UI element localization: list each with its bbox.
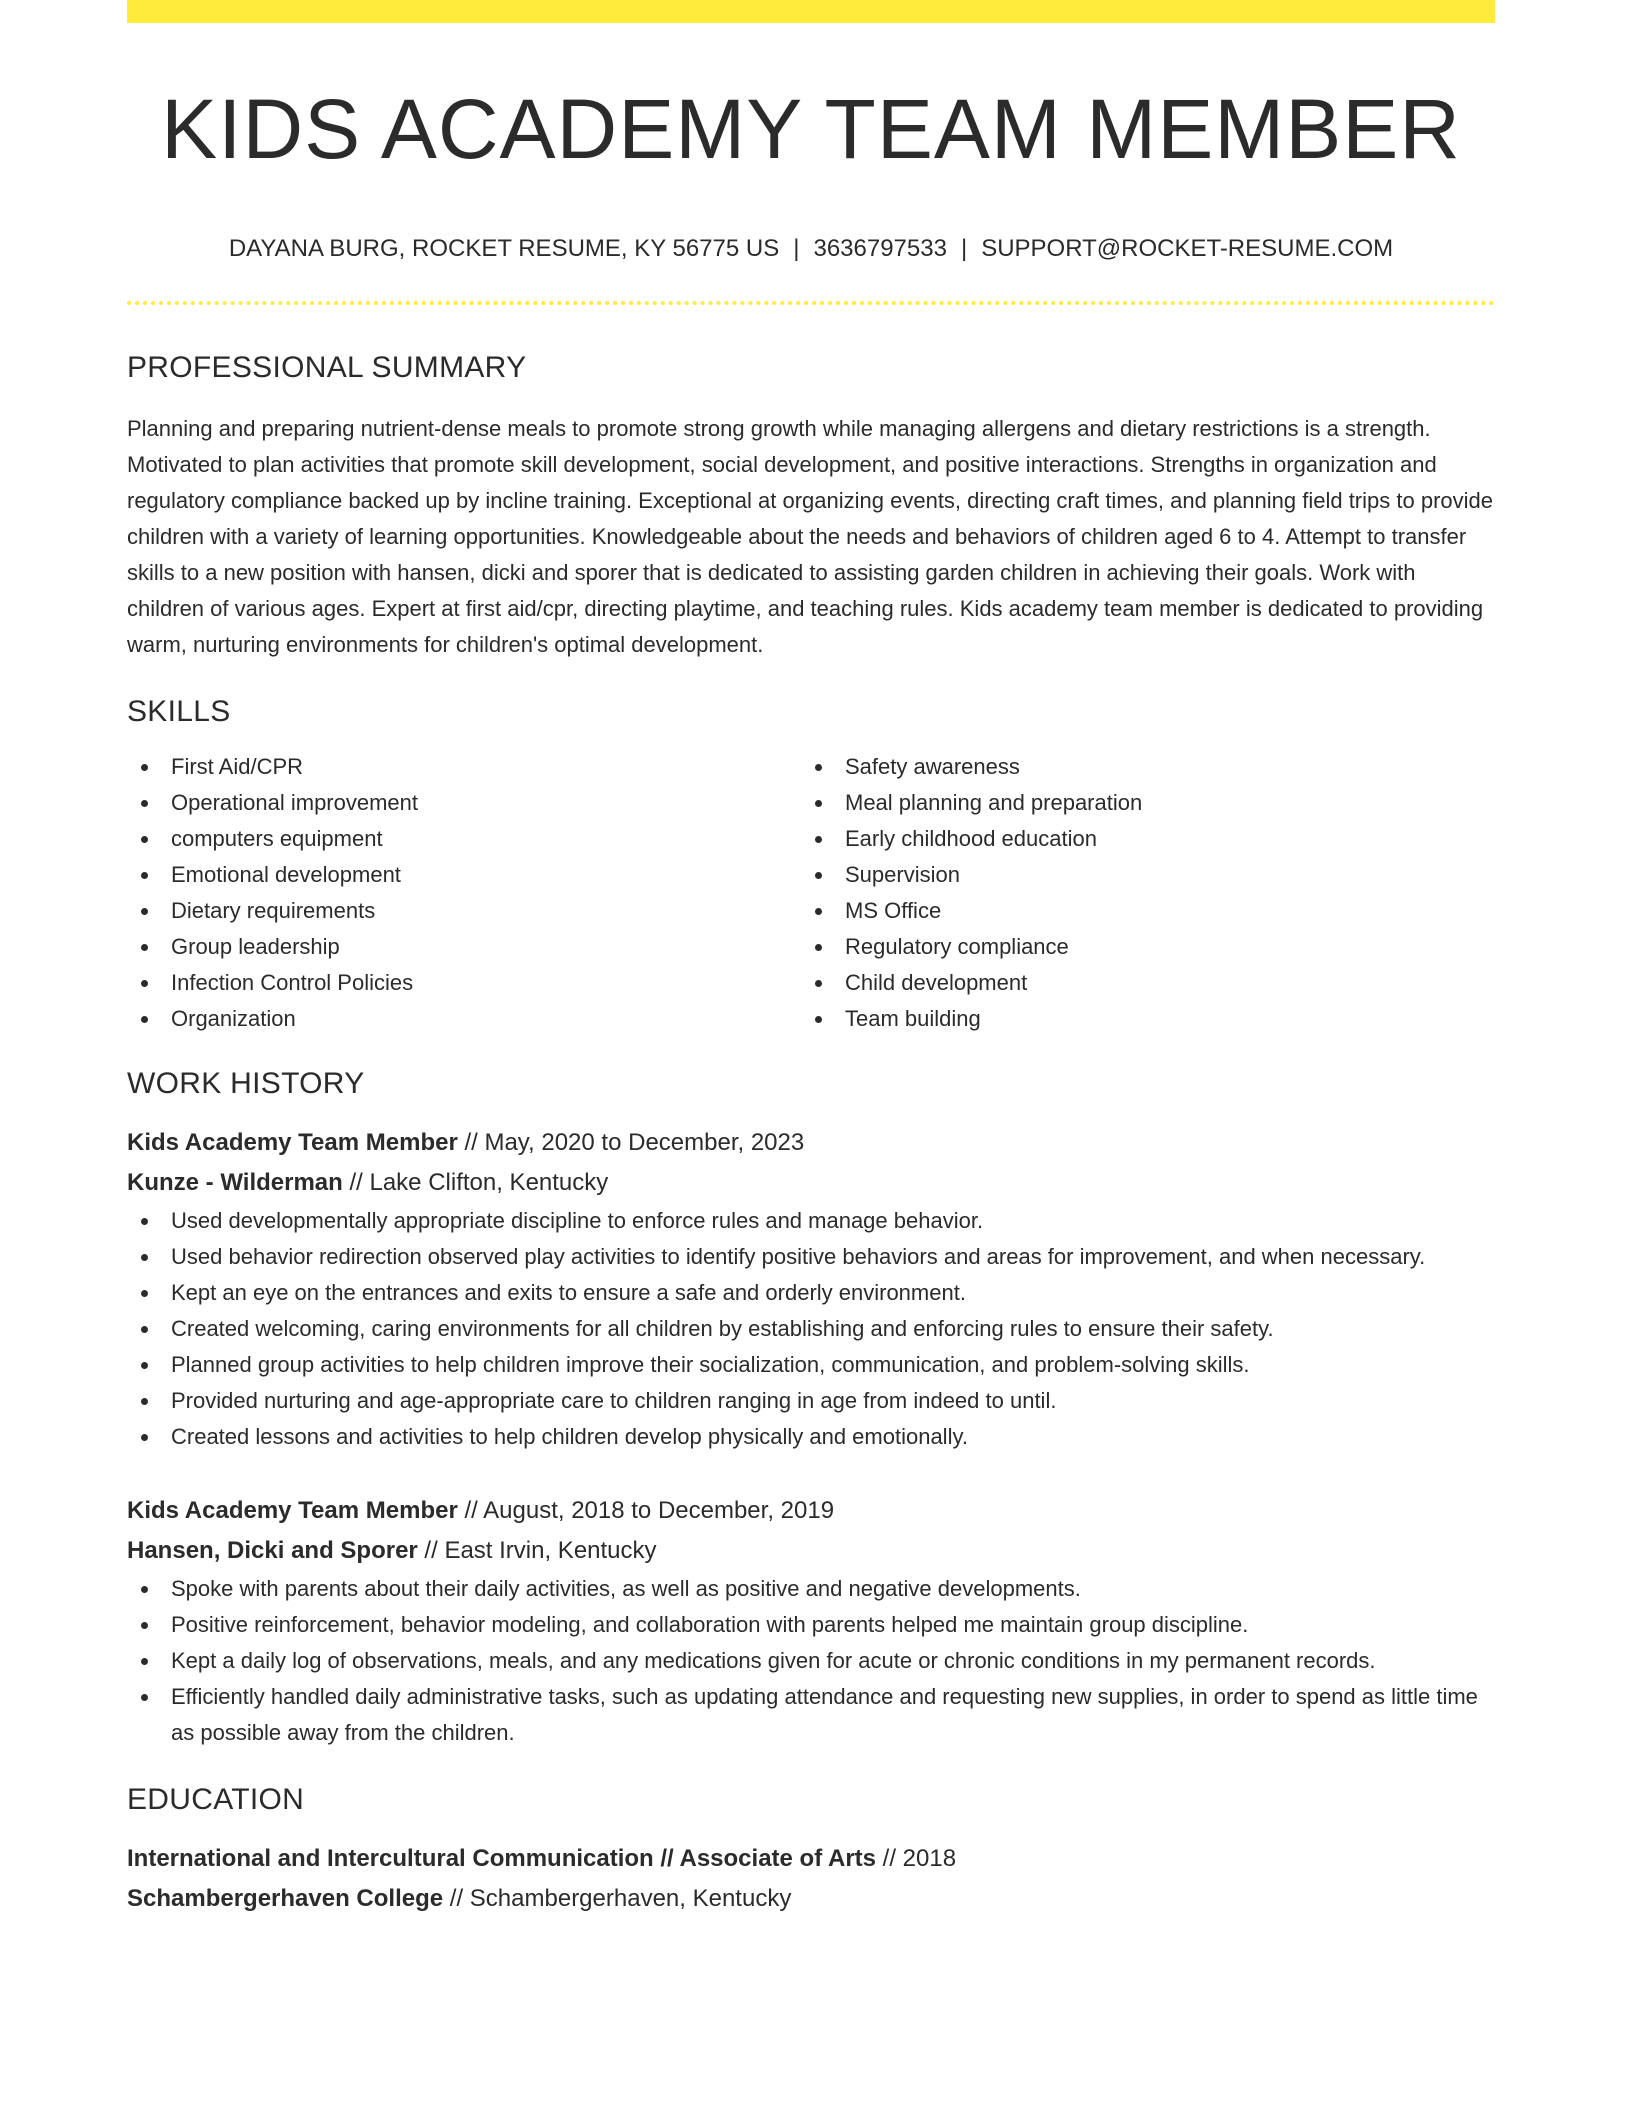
skill-item: Safety awareness <box>801 749 1475 785</box>
job-duty: Positive reinforcement, behavior modeling, and collaboration with parents helped me maintain group discipline. <box>127 1607 1495 1643</box>
job-location: // East Irvin, Kentucky <box>417 1537 657 1564</box>
skill-item: Team building <box>801 1001 1475 1037</box>
job-title: Kids Academy Team Member <box>127 1129 458 1156</box>
contact-phone: 3636797533 <box>813 235 947 262</box>
resume-title: KIDS ACADEMY TEAM MEMBER <box>161 82 1461 176</box>
skill-item: MS Office <box>801 893 1475 929</box>
skill-item: Emotional development <box>127 857 801 893</box>
job-company-line <box>127 1531 1495 1571</box>
job-duties <box>127 1571 1495 1751</box>
contact-address: DAYANA BURG, ROCKET RESUME, KY 56775 US <box>228 235 780 262</box>
job-dates: // August, 2018 to December, 2019 <box>457 1497 835 1524</box>
skill-item: Dietary requirements <box>127 893 801 929</box>
skill-item: Regulatory compliance <box>801 929 1475 965</box>
contact-line <box>127 237 1495 261</box>
job-duty: Planned group activities to help children improve their socialization, communication, and problem-solving skills. <box>127 1347 1495 1383</box>
skill-item: First Aid/CPR <box>127 749 801 785</box>
job-title: Kids Academy Team Member <box>127 1497 458 1524</box>
education-year: // 2018 <box>876 1845 957 1872</box>
contact-separator: | <box>960 235 968 262</box>
work-history-heading: WORK HISTORY <box>127 1067 365 1100</box>
contact-email: SUPPORT@ROCKET-RESUME.COM <box>981 235 1394 262</box>
job-entry <box>127 1491 1495 1751</box>
skill-item: computers equipment <box>127 821 801 857</box>
job-duty: Used behavior redirection observed play activities to identify positive behaviors and areas for improvement, and when necessary. <box>127 1239 1495 1275</box>
skills-list <box>127 749 1495 1037</box>
job-title-line <box>127 1123 1495 1163</box>
job-duty: Created welcoming, caring environments for all children by establishing and enforcing rules to ensure their safety. <box>127 1311 1495 1347</box>
job-duty: Created lessons and activities to help children develop physically and emotionally. <box>127 1419 1495 1455</box>
job-dates: // May, 2020 to December, 2023 <box>457 1129 805 1156</box>
job-duty: Efficiently handled daily administrative tasks, such as updating attendance and requesting new supplies, in order to spend as little time as possible away from the children. <box>127 1679 1495 1751</box>
job-duty: Used developmentally appropriate discipline to enforce rules and manage behavior. <box>127 1203 1495 1239</box>
education-degree: International and Intercultural Communication // Associate of Arts <box>127 1845 876 1872</box>
education-heading: EDUCATION <box>127 1783 305 1816</box>
job-title-line <box>127 1491 1495 1531</box>
skill-item: Early childhood education <box>801 821 1475 857</box>
job-duty: Spoke with parents about their daily activities, as well as positive and negative developments. <box>127 1571 1495 1607</box>
skills-column-left <box>127 749 801 1037</box>
skill-item: Supervision <box>801 857 1475 893</box>
education-location: // Schambergerhaven, Kentucky <box>443 1885 792 1912</box>
education-school-line <box>127 1879 1495 1919</box>
skills-column-right <box>801 749 1475 1037</box>
skill-item: Meal planning and preparation <box>801 785 1475 821</box>
skill-item: Organization <box>127 1001 801 1037</box>
skill-item: Infection Control Policies <box>127 965 801 1001</box>
dotted-divider <box>127 301 1495 305</box>
job-location: // Lake Clifton, Kentucky <box>342 1169 609 1196</box>
summary-heading: PROFESSIONAL SUMMARY <box>127 351 527 384</box>
education-degree-line <box>127 1839 1495 1879</box>
resume-page <box>127 0 1495 1919</box>
skill-item: Operational improvement <box>127 785 801 821</box>
education-school: Schambergerhaven College <box>127 1885 444 1912</box>
job-company: Kunze - Wilderman <box>127 1169 343 1196</box>
skill-item: Child development <box>801 965 1475 1001</box>
job-duties <box>127 1203 1495 1455</box>
skill-item: Group leadership <box>127 929 801 965</box>
job-duty: Kept a daily log of observations, meals, and any medications given for acute or chronic conditions in my permanent records. <box>127 1643 1495 1679</box>
job-duty: Kept an eye on the entrances and exits to ensure a safe and orderly environment. <box>127 1275 1495 1311</box>
summary-text: Planning and preparing nutrient-dense meals to promote strong growth while managing allergens and dietary restrictions is a strength. Motivated to plan activities that promote skill development, social development, and positive interactions. Strengths in organization and regulatory compliance backed up by incline training. Exceptional at organizing events, directing craft times, and planning field trips to provide children with a variety of learning opportunities. Knowledgeable about the needs and behaviors of children aged 6 to 4. Attempt to transfer skills to a new position with hansen, dicki and sporer that is dedicated to assisting garden children in achieving their goals. Work with children of various ages. Expert at first aid/cpr, directing playtime, and teaching rules. Kids academy team member is dedicated to providing warm, nurturing environments for children's optimal development. <box>127 416 1493 657</box>
contact-separator: | <box>793 235 800 262</box>
skills-heading: SKILLS <box>127 695 231 728</box>
job-company-line <box>127 1163 1495 1203</box>
job-entry <box>127 1123 1495 1455</box>
job-duty: Provided nurturing and age-appropriate care to children ranging in age from indeed to until. <box>127 1383 1495 1419</box>
accent-top-bar <box>127 0 1495 23</box>
education-entry <box>127 1839 1495 1919</box>
job-company: Hansen, Dicki and Sporer <box>127 1537 418 1564</box>
